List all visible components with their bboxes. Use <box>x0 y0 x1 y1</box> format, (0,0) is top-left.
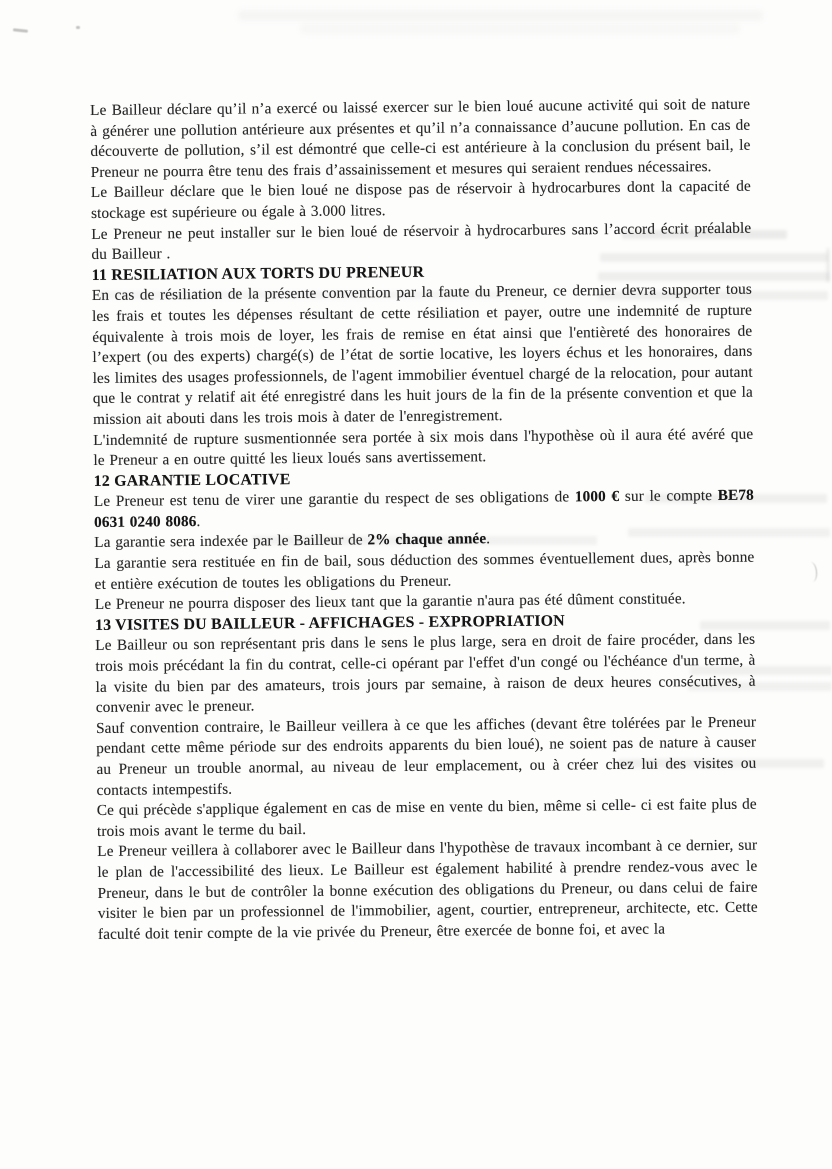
section-12-heading: 12 GARANTIE LOCATIVE <box>93 470 291 490</box>
garantie-index-rate: 2% chaque année <box>367 530 487 549</box>
pen-mark <box>76 26 80 29</box>
paragraph-visites-vente: Ce qui précède s'applique également en cas de mise en vente du bien, même si celle- ci est faite plus de trois mois avant le terme du bail. <box>96 795 757 840</box>
garantie-text-run: . <box>196 512 201 530</box>
paragraph-visites-droit: Le Bailleur ou son représentant pris dans le sens le plus large, sera en droit de faire procéder, dans les trois mois précédant la fin du contrat, celle-ci opérant par l'effet d'un congé ou l'échéance d'un terme, à la visite du bien par des amateurs, trois jours par semaine, à raison de deux heures consécutives, à convenir avec le preneur. <box>95 631 756 717</box>
garantie-account-number: BE78 0631 0240 8086 <box>93 486 754 531</box>
garantie-amount: 1000 € <box>574 488 620 506</box>
paragraph-garantie-restitution: La garantie sera restituée en fin de bail, sous déduction des sommes éventuellement dues, après bonne et entière exécution de toutes les obligations du Preneur. <box>94 548 755 593</box>
paragraph-visites-collaboration: Le Preneur veillera à collaborer avec le Bailleur dans l'hypothèse de travaux incombant à ce dernier, sur le plan de l'accessibilité des lieux. Le Bailleur est également habilité à prendre rendez-vous avec le Preneur, dans le but de contrôler la bonne exécution des obligations du Preneur, ou dans celui de faire visiter le bien par un professionnel de l'immobilier, agent, courtier, entrepreneur, architecte, etc. Cette faculté doit tenir compte de la vie privée du Preneur, être exercée de bonne foi, et avec la <box>97 837 758 943</box>
paragraph-indemnite-rupture: L'indemnité de rupture susmentionnée sera portée à six mois dans l'hypothèse où il aura été avéré que le Preneur a en outre quitté les lieux loués sans avertissement. <box>93 425 754 470</box>
garantie-text-run: sur le compte <box>619 487 718 506</box>
garantie-text-run: La garantie sera indexée par le Bailleur de <box>94 531 368 552</box>
section-11-heading: 11 RESILIATION AUX TORTS DU PRENEUR <box>91 263 425 284</box>
section-12-garantie <box>94 465 755 615</box>
bleed-through-artifact <box>300 24 740 34</box>
paragraph-pollution: Le Bailleur déclare qu’il n’a exercé ou laissé exercer sur le bien loué aucune activité qui soit de nature à générer une pollution antérieure aux présentes et qu’il n’a connaissance d’aucune pollution. En cas de découverte de pollution, s’il est démontré que celle-ci est antérieure à la conclusion du présent bail, le Preneur ne pourra être tenu des frais d’assainissement et mesures qui seraient rendues nécessaires. <box>90 95 751 181</box>
garantie-text-run: Le Preneur est tenu de virer une garantie du respect de ses obligations de <box>93 488 575 511</box>
paragraph-reservoir-installation: Le Preneur ne peut installer sur le bien loué de réservoir à hydrocarbures sans l’accord écrit préalable du Bailleur . <box>91 219 752 264</box>
paragraph-resiliation-frais: En cas de résiliation de la présente convention par la faute du Preneur, ce dernier devra supporter tous les frais et toutes les dépenses résultant de cette résiliation et payer, outre une indemnité de rupture équivalente à trois mois de loyer, les frais de remise en état ainsi que l'entièreté des honoraires de l’expert (ou des experts) chargé(s) de l’état de sortie locative, les loyers échus et les honoraires, dans les limites des usages professionnels, de l'agent immobilier éventuel chargé de la relocation, pour autant que le contrat y relatif ait été enregistré dans les huit jours de la fin de la présente convention et que la mission ait abouti dans les trois mois à dater de l'enregistrement. <box>91 280 753 428</box>
paragraph-garantie-disposition: Le Preneur ne pourra disposer des lieux tant que la garantie n'aura pas été dûment constituée. <box>94 590 686 614</box>
pen-mark <box>805 561 818 582</box>
section-pollution-clause <box>90 95 752 266</box>
document-text <box>90 95 758 946</box>
section-11-resiliation <box>92 259 754 471</box>
paragraph-reservoir-declaration: Le Bailleur déclare que le bien loué ne dispose pas de réservoir à hydrocarbures dont la capacité de stockage est supérieure ou égale à 3.000 litres. <box>90 178 751 222</box>
paragraph-garantie-montant <box>94 486 754 534</box>
bleed-through-artifact <box>827 248 829 282</box>
bleed-through-artifact <box>238 10 763 21</box>
section-13-heading: 13 VISITES DU BAILLEUR - AFFICHAGES - EXPROPRIATION <box>94 612 566 634</box>
pen-mark <box>13 28 28 32</box>
paragraph-visites-affiches: Sauf convention contraire, le Bailleur veillera à ce que les affiches (devant être tolérées par le Preneur pendant cette même période sur des endroits apparents du bien loué), ne soient pas de nature à causer au Preneur un trouble anormal, au niveau de leur emplacement, ou à créer chez lui des visites ou contacts intempestifs. <box>95 713 757 799</box>
section-13-visites <box>95 609 758 945</box>
garantie-text-run: . <box>486 530 491 548</box>
